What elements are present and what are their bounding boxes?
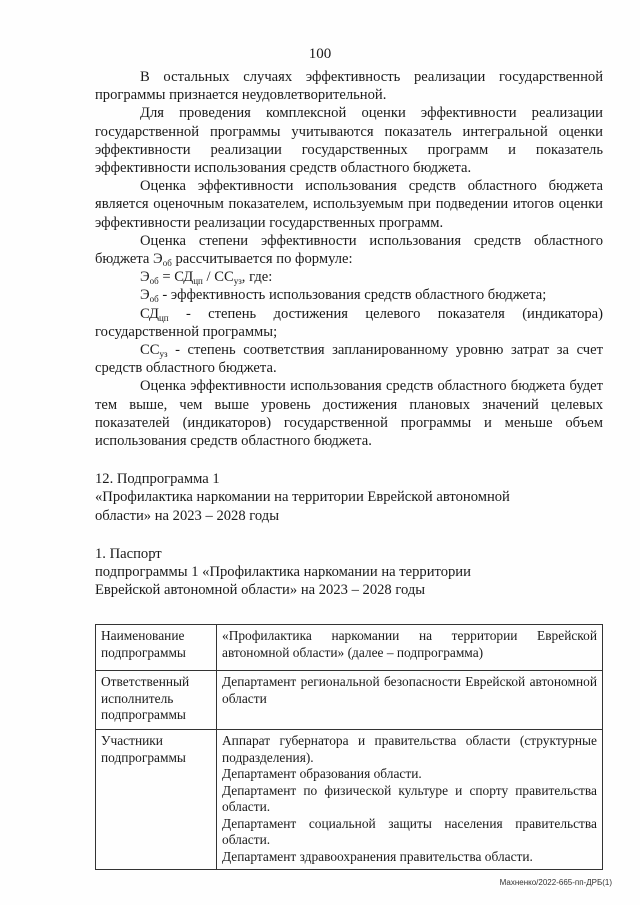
definition-3-sub: уз (159, 349, 168, 360)
participant-item: Департамент образования области. (222, 766, 422, 781)
table-row (96, 730, 603, 870)
paragraph-5: Оценка эффективности использования средств областного бюджета будет тем выше, чем выше уровень достижения плановых значений целевых показателей (индикаторов) государственной программы и меньше объем использования средств областного бюджета. (95, 378, 603, 450)
definition-2-symbol: СД (140, 305, 159, 322)
formula-ss-sub: уз (233, 276, 242, 287)
participant-item: Департамент здравоохранения правительства области. (222, 848, 533, 864)
definition-2-text: - степень достижения целевого показателя (индикатора) государственной программы; (95, 305, 603, 340)
definition-1-text: - эффективность использования средств областного бюджета; (158, 287, 547, 304)
row-label-participants: Участники подпрограммы (96, 730, 217, 870)
formula (95, 268, 603, 286)
paragraph-4-text-end: рассчитывается по формуле: (171, 251, 353, 268)
passport-title-line-2: подпрограммы 1 «Профилактика наркомании на территории (95, 564, 471, 581)
table-row (96, 671, 603, 730)
passport-title-line-3: Еврейской автономной области» на 2023 – 2028 годы (95, 582, 426, 599)
definition-2-sub: цп (158, 312, 169, 323)
definition-1 (95, 286, 603, 304)
participant-item: Аппарат губернатора и правительства области (структурные подразделения). (222, 733, 597, 765)
definition-2 (95, 305, 603, 341)
paragraph-4-text: Оценка степени эффективности использования средств областного бюджета Э (95, 232, 603, 268)
row-value-executor: Департамент региональной безопасности Еврейской автономной области (217, 671, 603, 730)
row-label-executor: Ответственный исполнитель подпрограммы (96, 671, 217, 730)
paragraph-4 (95, 232, 603, 268)
paragraph-3: Оценка эффективности использования средств областного бюджета является оценочным показателем, используемым при подведении итогов оценки эффективности реализации государственных программ. (95, 178, 603, 231)
section-title-line-1: 12. Подпрограмма 1 (95, 471, 220, 488)
paragraph-1: В остальных случаях эффективность реализации государственной программы признается неудовлетворительной. (95, 69, 603, 104)
formula-e: Э (140, 269, 150, 286)
section-title-line-2: «Профилактика наркомании на территории Еврейской автономной (95, 489, 510, 506)
formula-tail: , где: (241, 269, 273, 286)
table-row (96, 625, 603, 671)
page-number: 100 (308, 46, 332, 62)
footer-reference: Махненко/2022-665-пп-ДРБ(1) (499, 878, 612, 887)
definition-3-text: - степень соответствия запланированному уровню затрат за счет средств областного бюджета. (95, 342, 603, 377)
section-title-line-3: области» на 2023 – 2028 годы (95, 507, 280, 524)
definition-1-symbol: Э (140, 287, 150, 304)
row-value-participants (217, 730, 603, 870)
formula-ss: / СС (202, 269, 234, 286)
definition-1-sub: об (149, 294, 159, 305)
row-value-name: «Профилактика наркомании на территории Еврейской автономной области» (далее – подпрограмма) (217, 625, 603, 671)
row-label-name: Наименование подпрограммы (96, 625, 217, 671)
participant-item: Департамент по физической культуре и спорту правительства области. (222, 782, 597, 814)
paragraph-2: Для проведения комплексной оценки эффективности реализации государственной программы учитываются показатель интегральной оценки эффективности реализации государственных программ и показатель эффективности использования средств областного бюджета. (95, 105, 603, 177)
definition-3-symbol: СС (140, 342, 160, 359)
definition-3 (95, 341, 603, 377)
formula-e-sub: об (149, 276, 159, 287)
paragraph-4-subscript: об (162, 258, 172, 269)
formula-sd-sub: цп (193, 276, 203, 287)
document-body (95, 68, 603, 599)
passport-title-line-1: 1. Паспорт (95, 545, 162, 562)
passport-table (95, 624, 603, 870)
participant-item: Департамент социальной защиты населения правительства области. (222, 815, 597, 847)
formula-sd: = СД (158, 269, 194, 286)
